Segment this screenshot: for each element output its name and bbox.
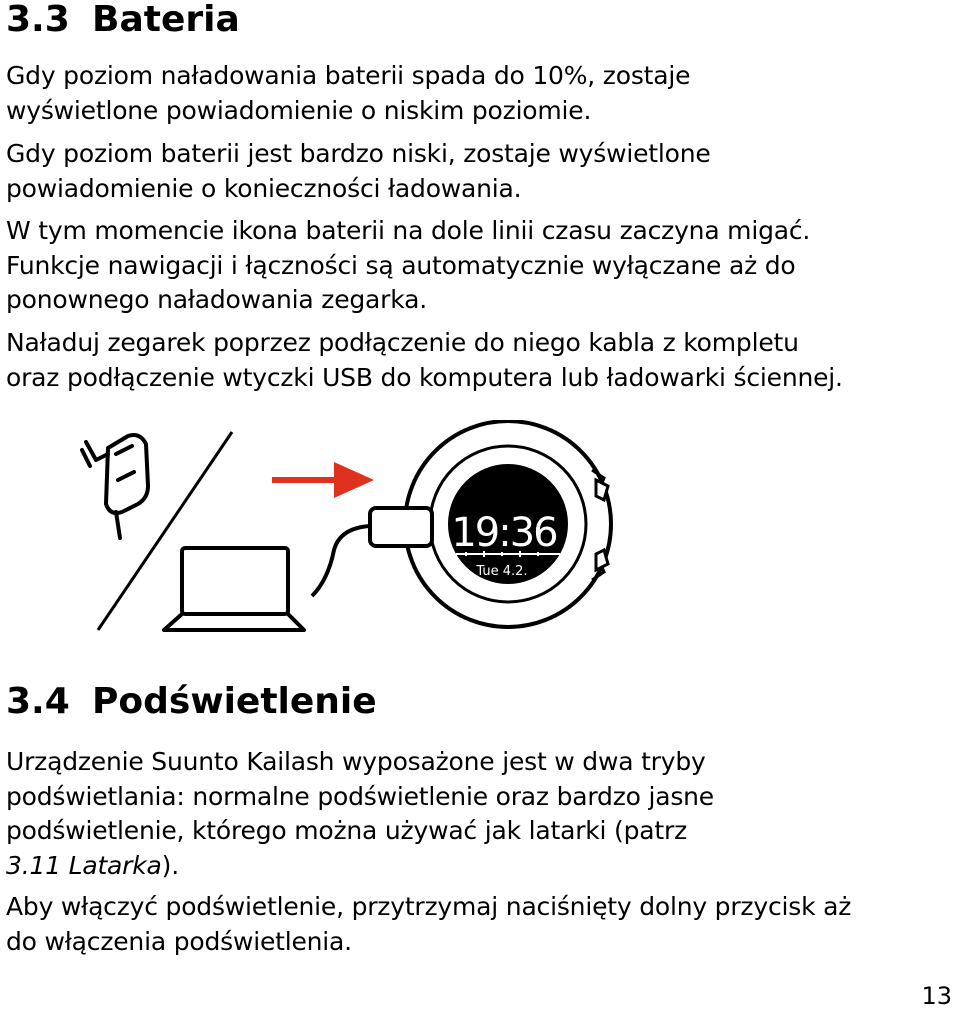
section-title: Bateria [92,0,240,40]
charger-clip [370,508,432,546]
text-line: Gdy poziom naładowania baterii spada do 10%, zostaje [6,61,691,90]
charging-illustration [0,420,960,670]
section-number: 3.4 [6,681,70,722]
section-heading-battery [6,0,240,40]
watch-time: 19:36 [451,510,557,556]
watch-date: Tue 4.2. [476,564,528,579]
paragraph-low-battery [6,59,956,128]
cross-reference: 3.11 Latarka [6,850,162,880]
text-line: Urządzenie Suunto Kailash wyposażone jest w dwa tryby [6,747,706,776]
text-line: Funkcje nawigacji i łączności są automatycznie wyłączane aż do [6,250,796,280]
text-line [6,849,956,884]
text-line: wyświetlone powiadomienie o niskim poziomie. [6,95,592,125]
arrow-right-icon [272,462,374,498]
section-title: Podświetlenie [92,681,377,722]
text-line: podświetlania: normalne podświetlenie oraz bardzo jasne [6,781,714,811]
text-line: do włączenia podświetlenia. [6,926,352,956]
paragraph-blinking-icon [6,214,956,318]
paragraph-very-low-battery [6,137,956,206]
usb-cable [312,526,370,596]
laptop-icon [164,548,304,630]
text-line: podświetlenie, którego można używać jak latarki (patrz [6,816,687,845]
text-line: Aby włączyć podświetlenie, przytrzymaj naciśnięty dolny przycisk aż [6,892,852,921]
section-number: 3.3 [6,0,70,40]
text-line: powiadomienie o konieczności ładowania. [6,173,522,203]
section-heading-backlight [6,682,377,722]
paragraph-backlight-modes [6,745,956,883]
wall-charger-icon [82,435,148,538]
text-line: oraz podłączenie wtyczki USB do komputera lub ładowarki ściennej. [6,362,843,392]
text-line: Naładuj zegarek poprzez podłączenie do niego kabla z kompletu [6,328,799,357]
text-line: Gdy poziom baterii jest bardzo niski, zostaje wyświetlone [6,139,711,168]
text-line: W tym momencie ikona baterii na dole linii czasu zaczyna migać. [6,216,811,245]
watch-illustration [405,421,611,627]
paragraph-charging-instructions [6,326,956,395]
text-fragment: ). [161,850,179,880]
paragraph-backlight-activate [6,890,956,959]
text-line: ponownego naładowania zegarka. [6,285,427,314]
page-number: 13 [921,982,952,1010]
